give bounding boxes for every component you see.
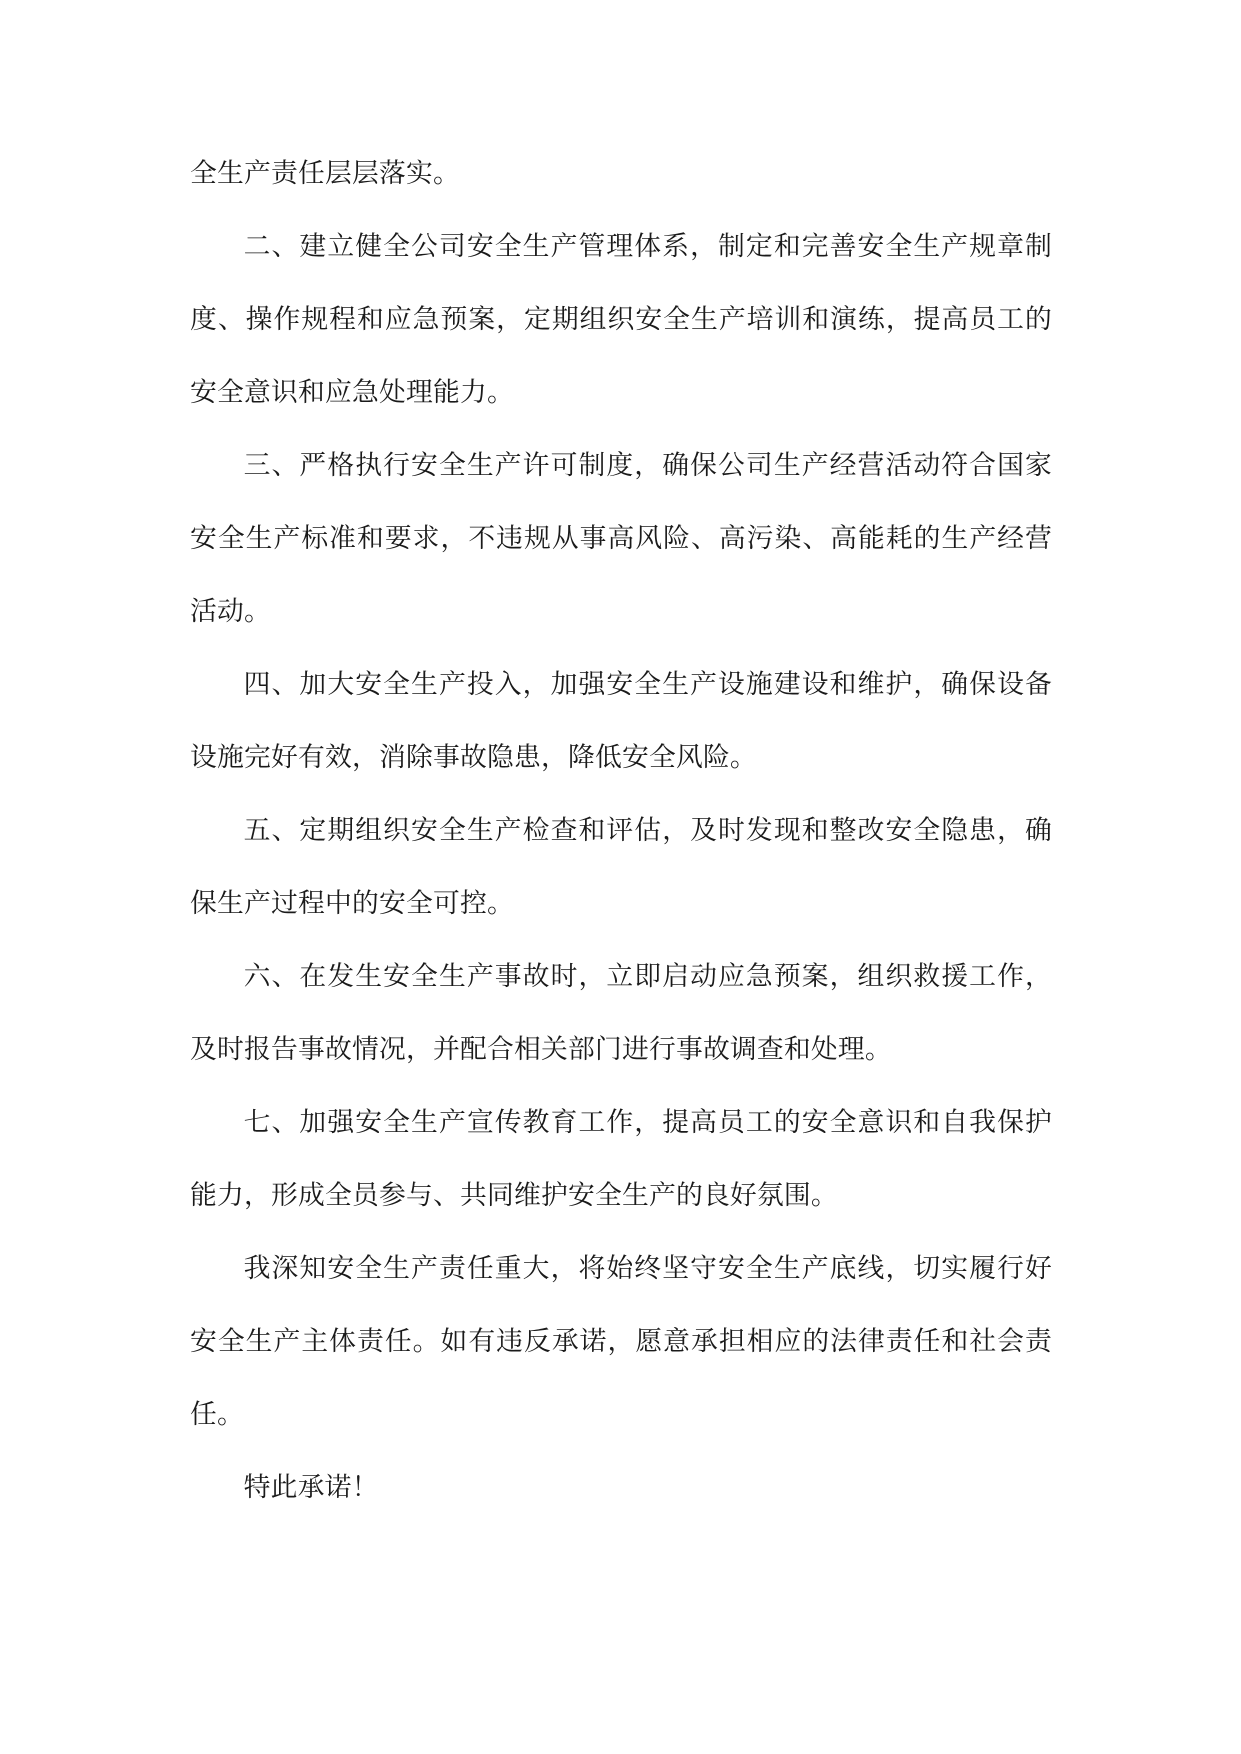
paragraph-item-4: 四、加大安全生产投入，加强安全生产设施建设和维护，确保设备设施完好有效，消除事故隐患，降低安全风险。 [190,669,1052,773]
paragraph-item-2: 二、建立健全公司安全生产管理体系，制定和完善安全生产规章制度、操作规程和应急预案，定期组织安全生产培训和演练，提高员工的安全意识和应急处理能力。 [190,231,1052,408]
paragraph-item-5: 五、定期组织安全生产检查和评估，及时发现和整改安全隐患，确保生产过程中的安全可控。 [190,815,1052,919]
paragraph-item-6: 六、在发生安全生产事故时，立即启动应急预案，组织救援工作，及时报告事故情况，并配合相关部门进行事故调查和处理。 [190,961,1052,1065]
document-body [190,137,1052,1524]
paragraph-item-7: 七、加强安全生产宣传教育工作，提高员工的安全意识和自我保护能力，形成全员参与、共同维护安全生产的良好氛围。 [190,1107,1052,1211]
paragraph-item-3: 三、严格执行安全生产许可制度，确保公司生产经营活动符合国家安全生产标准和要求，不违规从事高风险、高污染、高能耗的生产经营活动。 [190,450,1052,627]
paragraph-closing: 特此承诺！ [243,1472,379,1503]
paragraph-continuation: 全生产责任层层落实。 [190,158,460,189]
paragraph-commitment: 我深知安全生产责任重大，将始终坚守安全生产底线，切实履行好安全生产主体责任。如有违反承诺，愿意承担相应的法律责任和社会责任。 [190,1253,1052,1430]
